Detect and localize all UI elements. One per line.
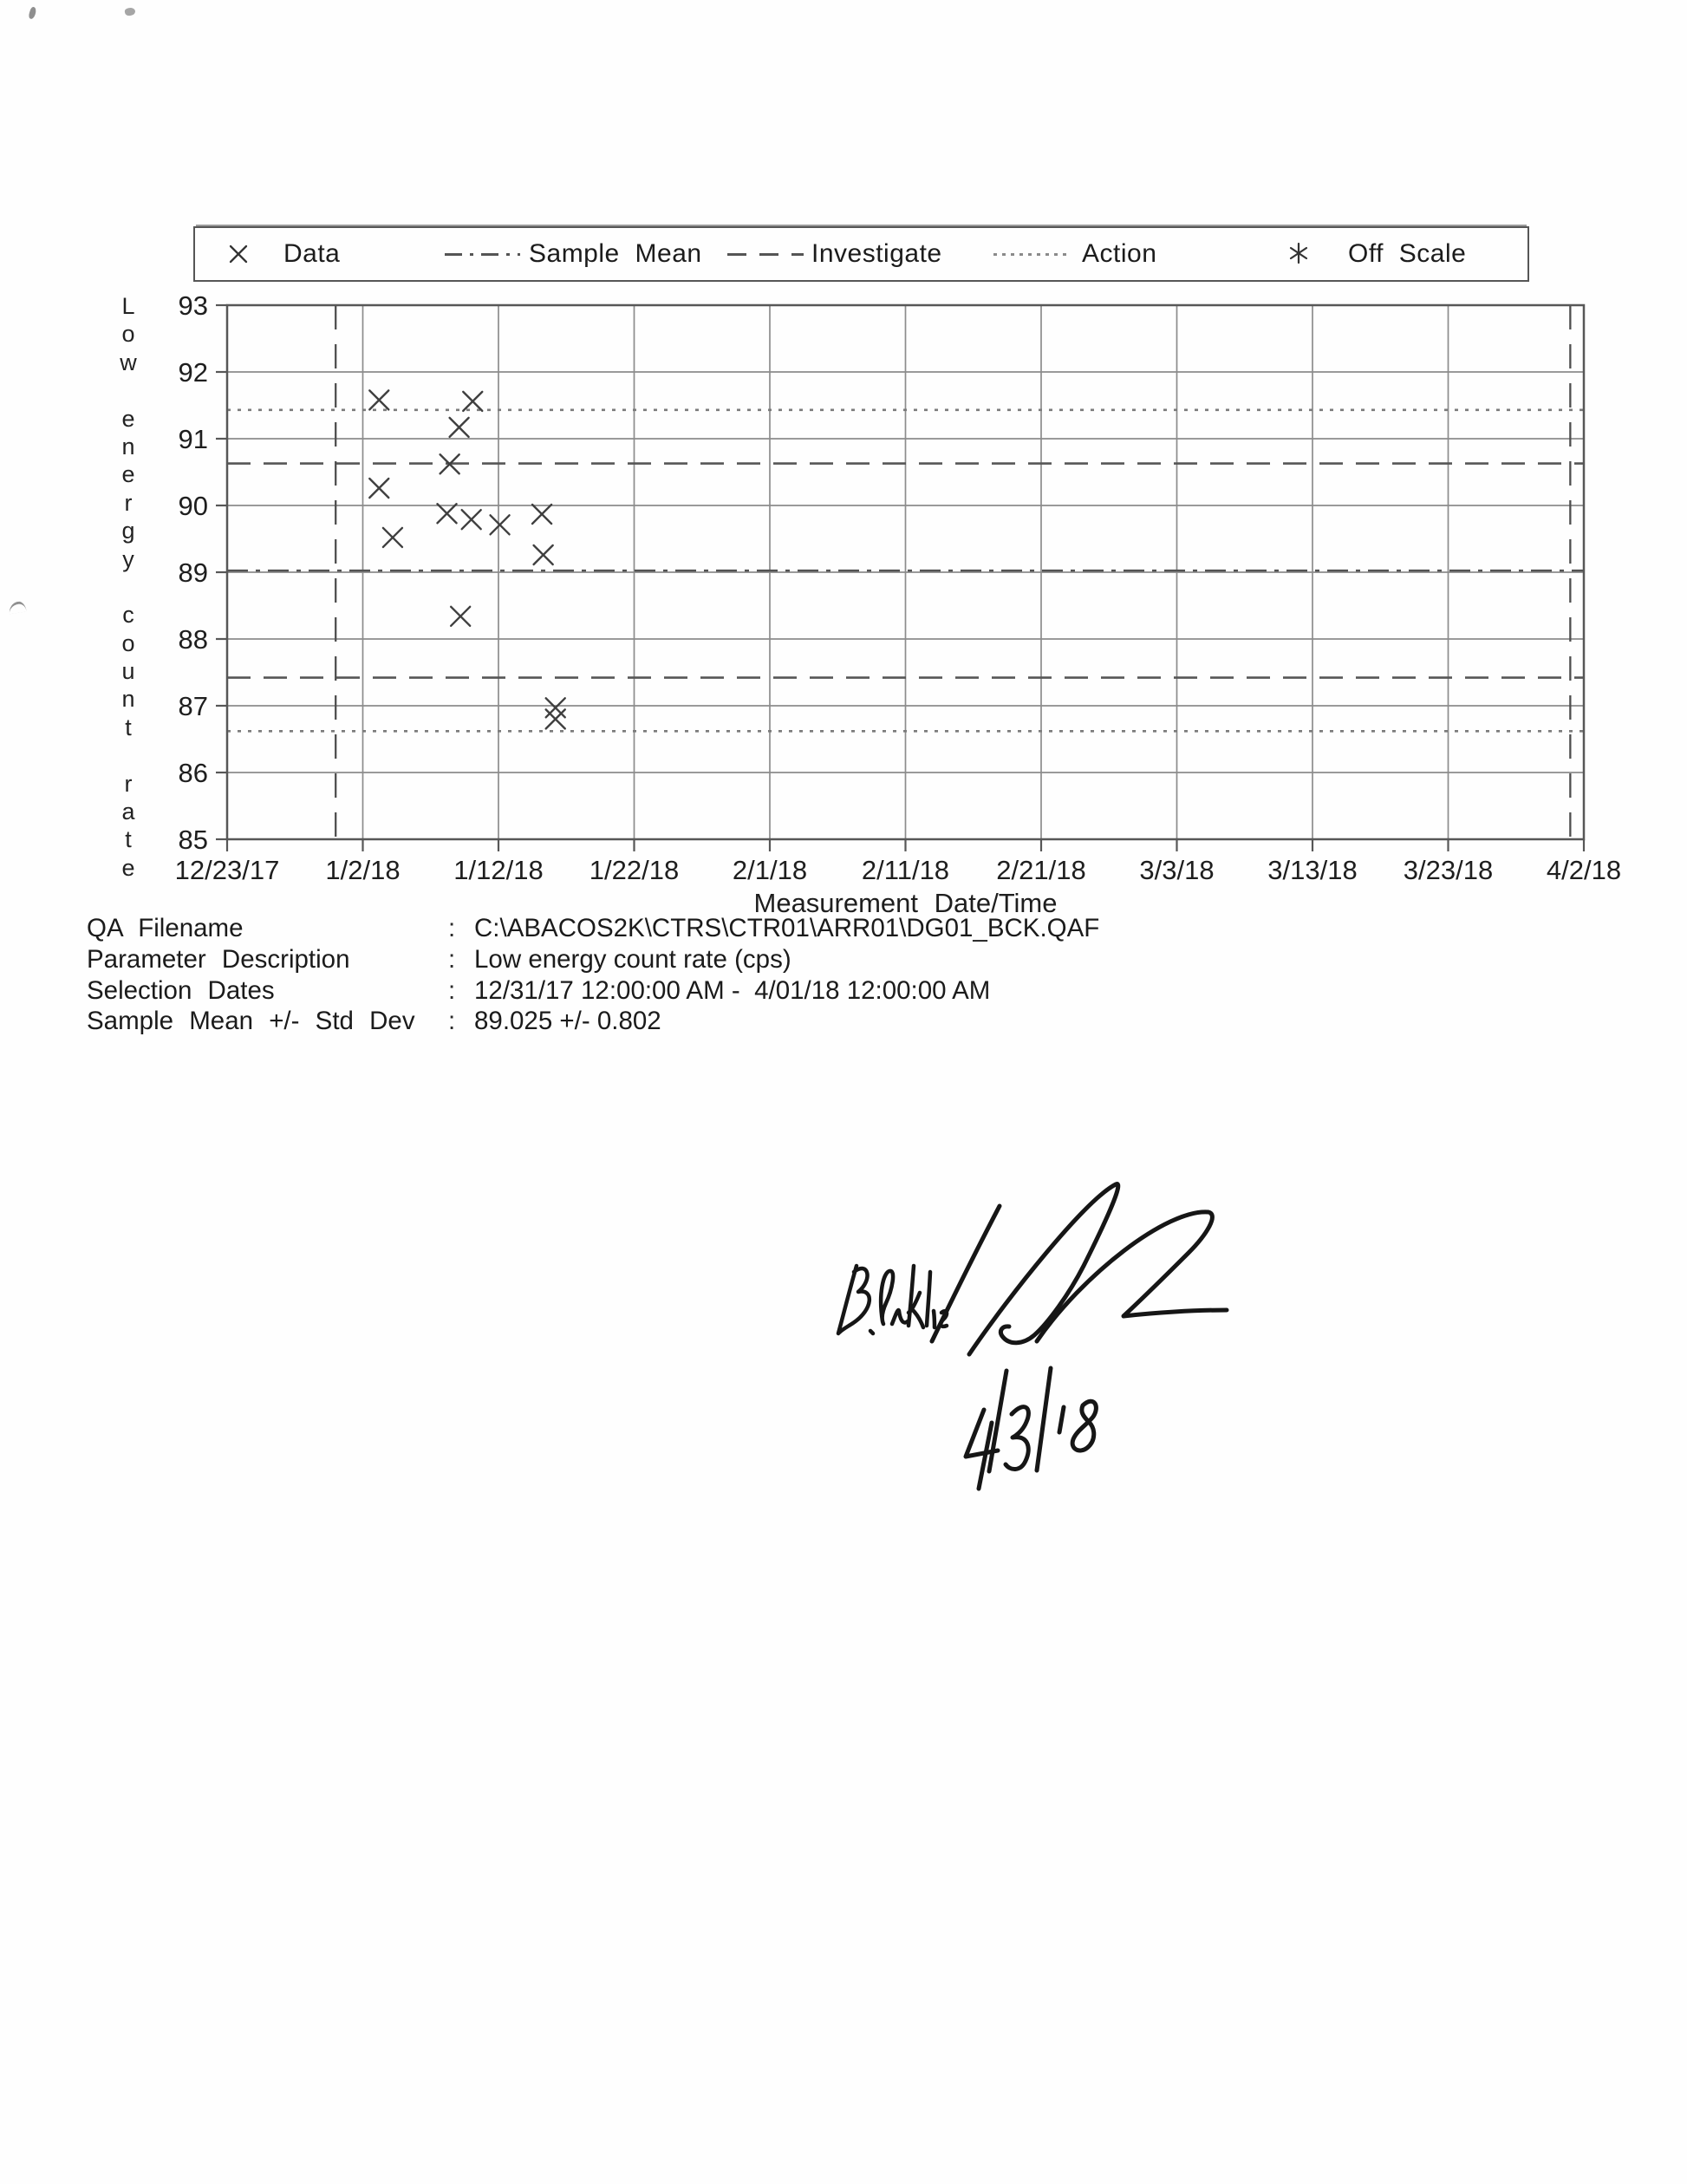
- data-point-x-marker: [463, 392, 482, 411]
- gridlines: [227, 305, 1584, 839]
- selection-dates-value: 12/31/17 12:00:00 AM - 4/01/18 12:00:00 AM: [474, 975, 991, 1005]
- y-axis-title-letter: o: [121, 629, 135, 656]
- y-axis-title-letter: c: [122, 602, 134, 629]
- colon: :: [448, 914, 456, 942]
- axes-and-ticks: [175, 290, 1621, 918]
- data-point-x-marker: [369, 479, 388, 498]
- y-axis-title-letter: L: [121, 293, 135, 319]
- y-axis-title-letter: u: [121, 658, 135, 685]
- legend-label-off-scale: Off Scale: [1348, 239, 1467, 268]
- colon: :: [448, 944, 456, 974]
- y-axis-title-letter: g: [121, 518, 135, 544]
- x-tick-label: 2/1/18: [732, 855, 808, 885]
- x-tick-label: 1/12/18: [453, 855, 544, 885]
- x-tick-label: 1/2/18: [325, 855, 401, 885]
- data-point-x-marker: [438, 504, 457, 523]
- legend-label-sample-mean: Sample Mean: [529, 239, 702, 268]
- colon: :: [448, 975, 456, 1005]
- y-tick-label: 85: [178, 825, 208, 855]
- sample-mean-label: Sample Mean +/- Std Dev: [87, 1007, 415, 1036]
- y-axis-title-letter: r: [124, 770, 133, 797]
- y-axis-title-letter: o: [121, 321, 135, 348]
- y-tick-label: 88: [178, 624, 208, 655]
- sample-mean-row: [87, 1006, 1099, 1037]
- data-point-x-marker: [546, 709, 565, 728]
- data-point-x-marker: [532, 505, 551, 524]
- selection-dates-row: [87, 975, 1099, 1007]
- data-point-x-marker: [369, 390, 388, 409]
- scan-artifact-speck: [28, 6, 37, 19]
- x-tick-label: 3/3/18: [1139, 855, 1215, 885]
- x-tick-label: 4/2/18: [1546, 855, 1622, 885]
- x-tick-label: 2/21/18: [996, 855, 1086, 885]
- y-tick-label: 87: [178, 691, 208, 721]
- legend-label-investigate: Investigate: [811, 239, 942, 268]
- y-tick-label: 86: [178, 758, 208, 788]
- y-axis-title-letter: y: [122, 545, 134, 572]
- handwritten-date: [966, 1368, 1096, 1489]
- data-point-x-marker: [534, 545, 553, 564]
- parameter-description-value: Low energy count rate (cps): [474, 944, 791, 974]
- sample-mean-value: 89.025 +/- 0.802: [474, 1007, 661, 1036]
- signature-flourish: [932, 1184, 1227, 1354]
- y-axis-title-letter: n: [121, 686, 135, 713]
- legend-label-action: Action: [1082, 239, 1157, 268]
- y-axis-title-letter: r: [124, 489, 133, 516]
- selection-dates-label: Selection Dates: [87, 975, 275, 1005]
- data-point-x-marker: [451, 607, 470, 626]
- x-axis-title: Measurement Date/Time: [753, 888, 1058, 918]
- x-tick-label: 12/23/17: [174, 855, 280, 885]
- y-axis-title-letter: e: [121, 405, 135, 432]
- qa-filename-value: C:\ABACOS2K\CTRS\CTR01\ARR01\DG01_BCK.QAF: [474, 914, 1100, 942]
- qa-filename-label: QA Filename: [87, 914, 244, 942]
- y-tick-label: 92: [178, 357, 208, 388]
- y-tick-label: 91: [178, 424, 208, 454]
- x-tick-label: 3/23/18: [1403, 855, 1494, 885]
- parameter-description-row: [87, 944, 1099, 975]
- chart-legend: [193, 226, 1529, 282]
- y-axis-title-letter: a: [121, 799, 135, 825]
- y-axis-title-letter: t: [125, 826, 132, 853]
- legend-label-data: Data: [283, 239, 341, 268]
- sample-mean-line-sample: [445, 253, 520, 256]
- handwritten-signature: [824, 1162, 1491, 1535]
- signature-name-scrawl: [838, 1266, 947, 1333]
- data-point-x-marker: [383, 528, 402, 547]
- data-x-marker-icon: [228, 244, 249, 264]
- qa-filename-row: [87, 913, 1099, 944]
- data-point-x-marker: [450, 418, 469, 437]
- y-tick-label: 89: [178, 557, 208, 588]
- qa-metadata: [87, 913, 1099, 1037]
- y-axis-title-letter: w: [120, 349, 137, 375]
- x-tick-label: 1/22/18: [589, 855, 680, 885]
- action-line-sample: [993, 253, 1070, 256]
- y-axis-title-letter: n: [121, 433, 135, 460]
- control-chart: [87, 277, 1638, 962]
- investigate-line-sample: [727, 253, 804, 256]
- y-axis-title-letter: e: [121, 854, 135, 881]
- parameter-description-label: Parameter Description: [87, 944, 350, 974]
- data-point-x-marker: [491, 515, 510, 534]
- y-tick-label: 93: [178, 290, 208, 321]
- data-point-x-marker: [546, 698, 565, 717]
- colon: :: [448, 1007, 456, 1036]
- off-scale-asterisk-icon: [1288, 242, 1309, 264]
- x-tick-label: 3/13/18: [1267, 855, 1358, 885]
- x-tick-label: 2/11/18: [861, 855, 950, 885]
- scan-artifact-pen-mark: [8, 601, 27, 615]
- data-point-x-marker: [462, 510, 481, 529]
- y-axis-title-letter: t: [125, 714, 132, 740]
- y-axis-title-letter: e: [121, 461, 135, 488]
- y-tick-label: 90: [178, 491, 208, 521]
- scan-artifact-speck: [124, 7, 136, 16]
